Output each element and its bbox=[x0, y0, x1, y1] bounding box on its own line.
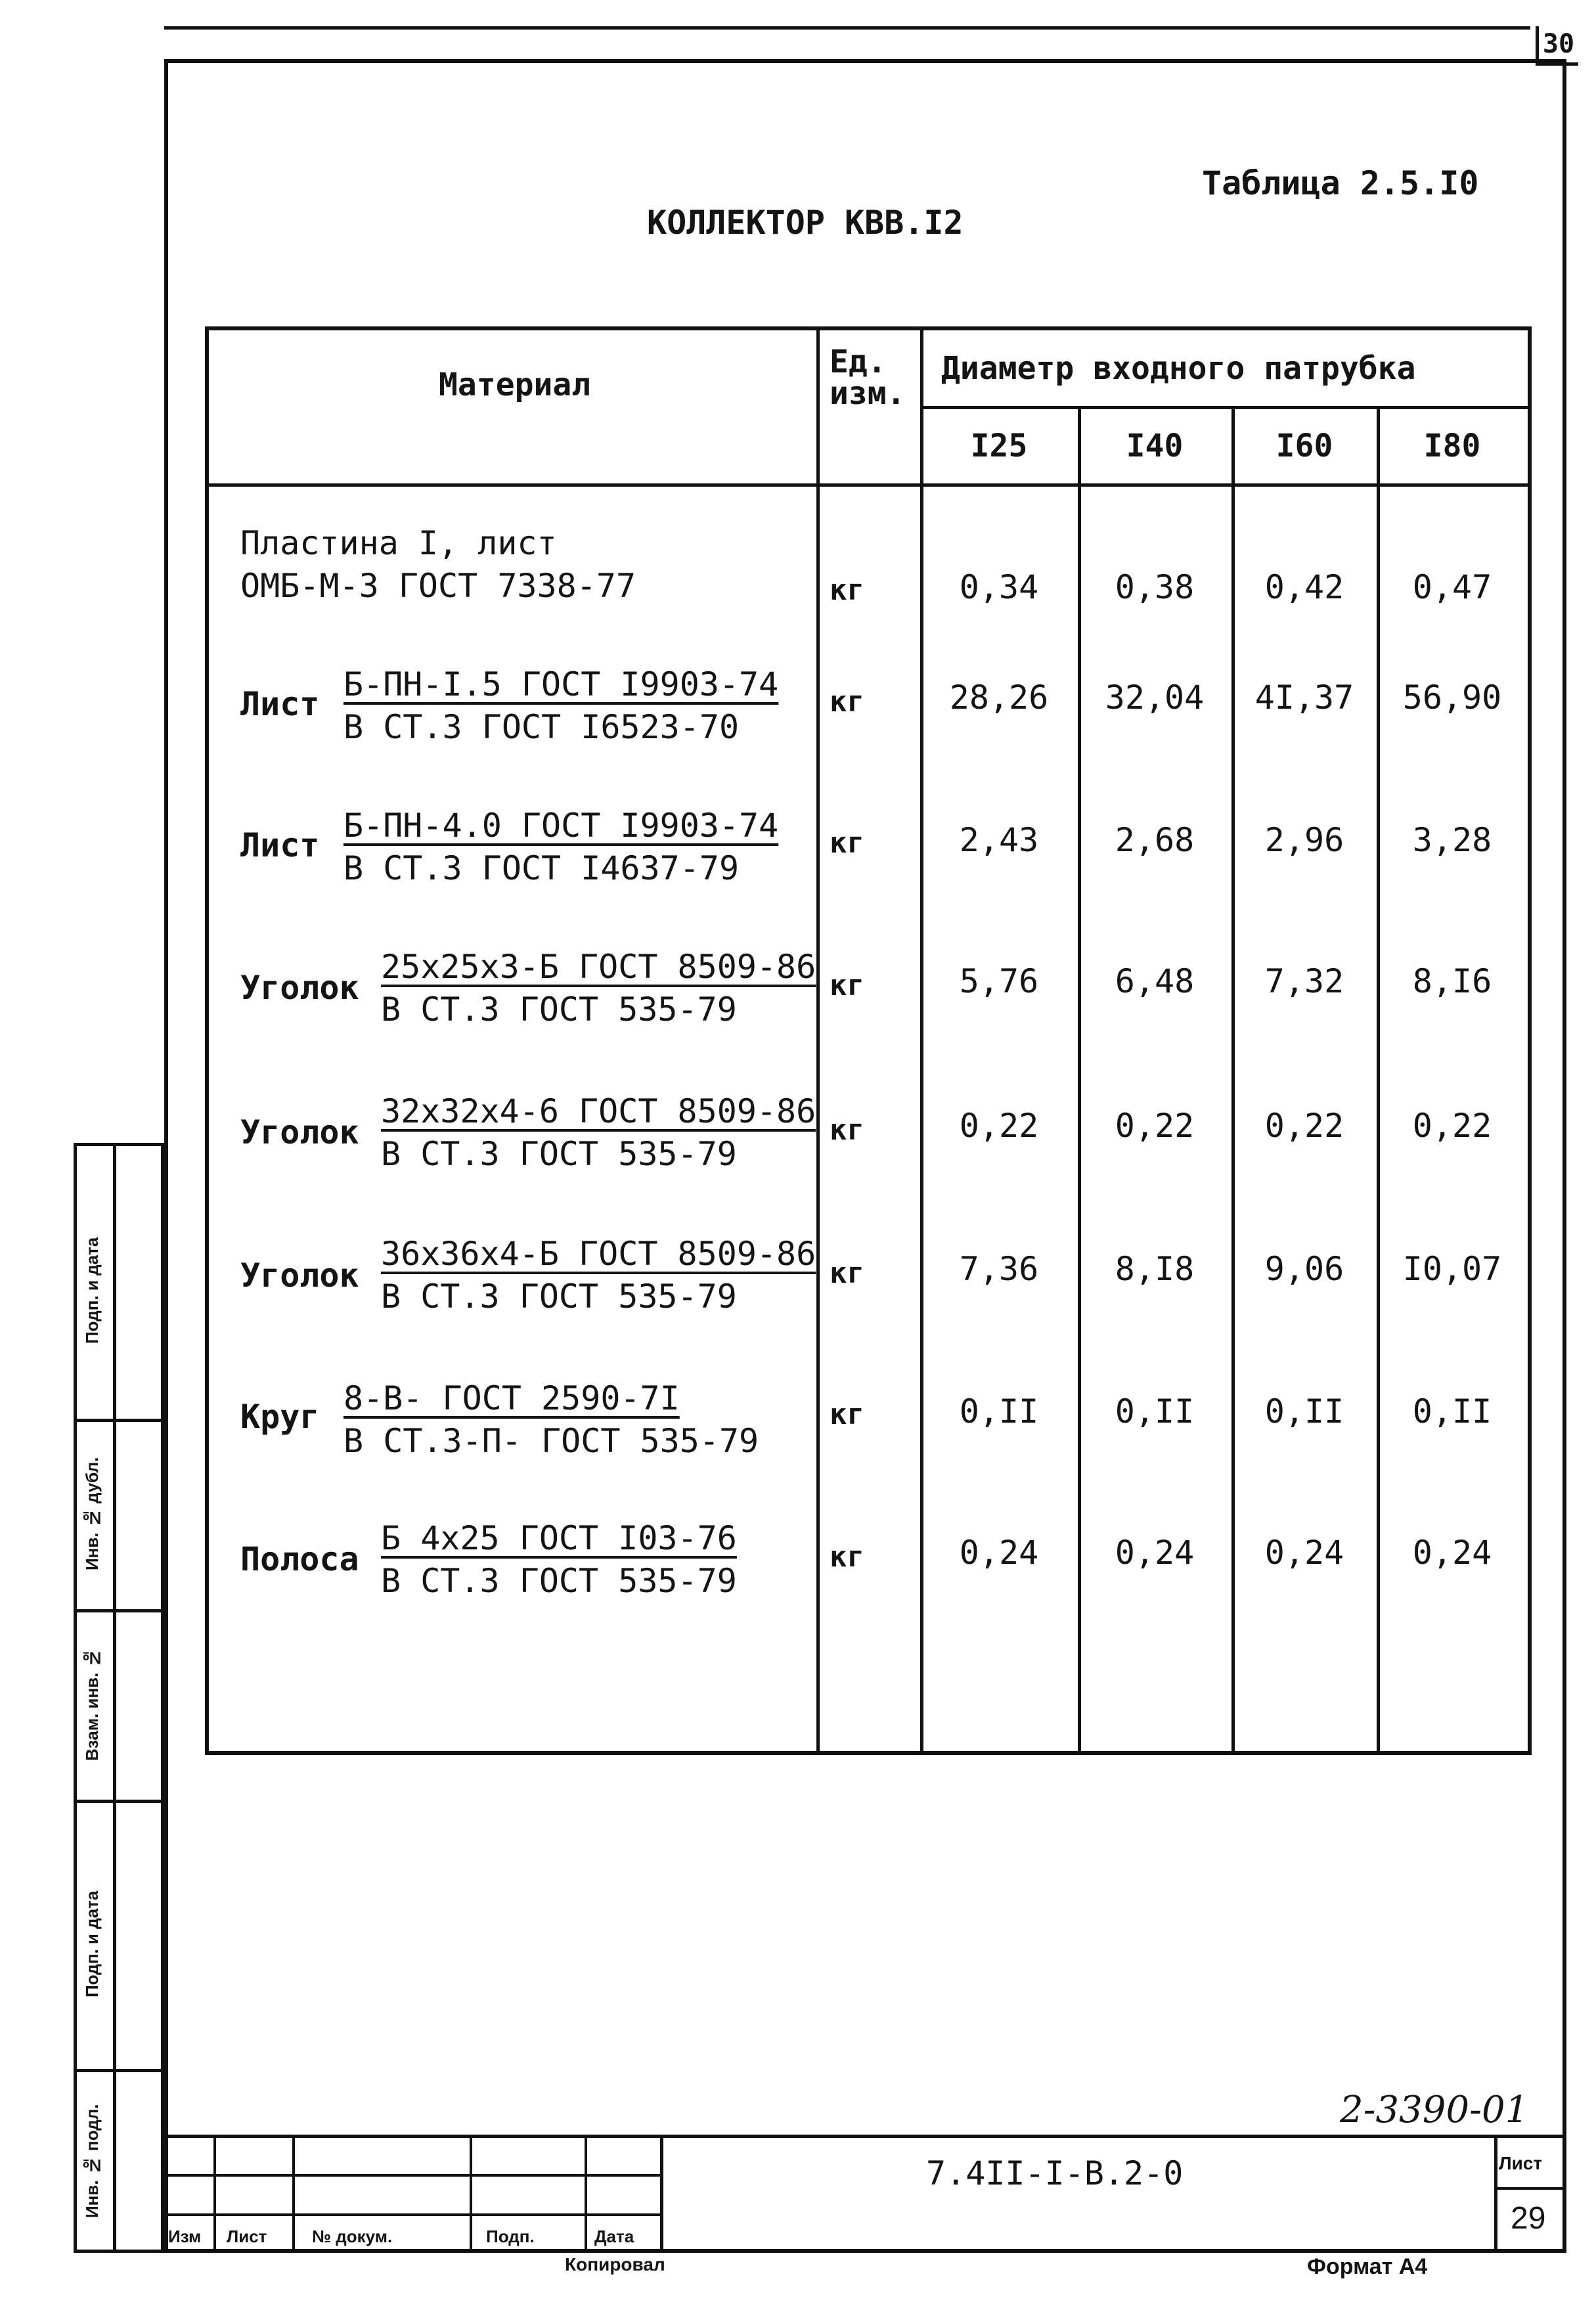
stamp-top-line bbox=[164, 2135, 1566, 2138]
format-label: Формат А4 bbox=[1307, 2254, 1428, 2279]
row-material-line1: 8-В- ГОСТ 2590-7I bbox=[344, 1379, 680, 1417]
header-unit-line1: Ед. bbox=[830, 344, 887, 380]
row-value: 7,36 bbox=[959, 1250, 1039, 1288]
col-divider bbox=[1078, 406, 1081, 1751]
row-value: 5,76 bbox=[959, 962, 1039, 1000]
side-stamp-divider bbox=[77, 1609, 167, 1612]
row-material-line2: В СТ.3 ГОСТ 535-79 bbox=[381, 1135, 737, 1173]
row-value: 6,48 bbox=[1115, 962, 1195, 1000]
corner-page-number: 30 bbox=[1536, 26, 1578, 66]
row-material-line2: В СТ.3-П- ГОСТ 535-79 bbox=[344, 1422, 759, 1460]
side-stamp-divider bbox=[77, 2069, 167, 2072]
handwritten-number: 2-3390-01 bbox=[1340, 2089, 1529, 2131]
row-prefix: Уголок bbox=[240, 1256, 359, 1295]
row-value: 56,90 bbox=[1402, 678, 1502, 717]
row-value: 4I,37 bbox=[1254, 678, 1354, 717]
row-value: 0,47 bbox=[1412, 568, 1492, 606]
row-value: 9,06 bbox=[1264, 1250, 1344, 1288]
row-unit: кг bbox=[830, 573, 864, 607]
row-material-line2: В СТ.3 ГОСТ 535-79 bbox=[381, 1277, 737, 1316]
row-material-line1: Б-ПН-I.5 ГОСТ I9903-74 bbox=[344, 665, 779, 703]
row-prefix: Полоса bbox=[240, 1540, 359, 1578]
side-stamp-divider bbox=[77, 1800, 167, 1803]
stamp-col-line bbox=[660, 2135, 663, 2253]
row-value: 2,96 bbox=[1264, 821, 1344, 859]
title-block bbox=[164, 2135, 1566, 2253]
stamp-col-line bbox=[470, 2135, 472, 2253]
row-material-line1: Б 4х25 ГОСТ I03-76 bbox=[381, 1519, 737, 1557]
row-prefix: Круг bbox=[240, 1398, 320, 1436]
row-material-line1: 36х36х4-Б ГОСТ 8509-86 bbox=[381, 1235, 816, 1273]
document-code: 7.4II-I-В.2-0 bbox=[926, 2154, 1184, 2192]
materials-table bbox=[205, 326, 1532, 1755]
row-value: 0,II bbox=[959, 1392, 1039, 1431]
document-title: КОЛЛЕКТОР КВВ.I2 bbox=[647, 204, 964, 242]
col-divider bbox=[816, 330, 820, 1751]
header-d160: I60 bbox=[1275, 428, 1333, 464]
row-value: 3,28 bbox=[1412, 821, 1492, 859]
row-value: 0,24 bbox=[1412, 1534, 1492, 1572]
row-material-line1: Б-ПН-4.0 ГОСТ I9903-74 bbox=[344, 807, 779, 845]
row-material-line1: 25х25х3-Б ГОСТ 8509-86 bbox=[381, 948, 816, 986]
row-prefix: Лист bbox=[240, 826, 320, 864]
stamp-col-line bbox=[213, 2135, 216, 2253]
row-value: 28,26 bbox=[949, 678, 1049, 717]
stamp-sheet-divider bbox=[1494, 2187, 1566, 2190]
header-diameter: Диаметр входного патрубка bbox=[941, 350, 1416, 387]
row-value: 0,22 bbox=[959, 1107, 1039, 1145]
row-unit: кг bbox=[830, 1256, 864, 1290]
row-value: 7,32 bbox=[1264, 962, 1344, 1000]
side-label-sign-date: Подп. и дата bbox=[82, 1237, 102, 1344]
row-prefix: Уголок bbox=[240, 969, 359, 1007]
row-value: 0,II bbox=[1115, 1392, 1195, 1431]
stamp-col-izm: Изм bbox=[168, 2227, 202, 2246]
stamp-col-doc: № докум. bbox=[312, 2227, 393, 2246]
table-number: Таблица 2.5.I0 bbox=[1202, 164, 1479, 202]
stamp-col-list: Лист bbox=[227, 2227, 267, 2246]
side-label-orig-inv: Инв. № подл. bbox=[82, 2104, 102, 2218]
sheet-number: 29 bbox=[1511, 2201, 1546, 2236]
header-d125: I25 bbox=[970, 428, 1028, 464]
row-material-line1: 32х32х4-6 ГОСТ 8509-86 bbox=[381, 1092, 816, 1130]
stamp-col-date: Дата bbox=[594, 2227, 634, 2246]
copied-by-label: Копировал bbox=[565, 2254, 665, 2275]
header-d140: I40 bbox=[1126, 428, 1184, 464]
row-value: 0,22 bbox=[1412, 1107, 1492, 1145]
row-unit: кг bbox=[830, 1398, 864, 1431]
row-value: I0,07 bbox=[1402, 1250, 1502, 1288]
row-unit: кг bbox=[830, 969, 864, 1002]
side-label-dup-inv: Инв. № дубл. bbox=[82, 1457, 102, 1571]
col-divider bbox=[920, 330, 923, 1751]
row-value: 0,24 bbox=[959, 1534, 1039, 1572]
stamp-col-line bbox=[585, 2135, 587, 2253]
row-value: 8,I6 bbox=[1412, 962, 1492, 1000]
row-value: 0,II bbox=[1412, 1392, 1492, 1431]
row-value: 0,38 bbox=[1115, 568, 1195, 606]
row-value: 0,24 bbox=[1115, 1534, 1195, 1572]
row-material-line2: В СТ.3 ГОСТ 535-79 bbox=[381, 1562, 737, 1600]
row-value: 0,42 bbox=[1264, 568, 1344, 606]
row-material-line2: ОМБ-М-3 ГОСТ 7338-77 bbox=[240, 567, 636, 605]
row-value: 32,04 bbox=[1105, 678, 1205, 717]
header-divider bbox=[209, 483, 1528, 487]
row-material-line2: В СТ.3 ГОСТ I4637-79 bbox=[344, 849, 740, 887]
row-prefix: Уголок bbox=[240, 1113, 359, 1151]
stamp-col-line bbox=[1494, 2135, 1497, 2253]
frame-top-line bbox=[164, 26, 1530, 30]
row-material-line2: В СТ.3 ГОСТ I6523-70 bbox=[344, 708, 740, 746]
stamp-col-line bbox=[292, 2135, 295, 2253]
header-material: Материал bbox=[439, 366, 591, 403]
row-divider bbox=[920, 406, 1528, 409]
row-value: 2,43 bbox=[959, 821, 1039, 859]
row-value: 0,34 bbox=[959, 568, 1039, 606]
sheet-label: Лист bbox=[1499, 2153, 1543, 2173]
row-prefix: Лист bbox=[240, 685, 320, 723]
row-unit: кг bbox=[830, 826, 864, 860]
side-stamp-divider bbox=[77, 1419, 167, 1422]
row-unit: кг bbox=[830, 685, 864, 719]
row-unit: кг bbox=[830, 1540, 864, 1574]
row-value: 0,22 bbox=[1115, 1107, 1195, 1145]
row-material-line2: В СТ.3 ГОСТ 535-79 bbox=[381, 990, 737, 1029]
row-unit: кг bbox=[830, 1113, 864, 1147]
stamp-col-sign: Подп. bbox=[486, 2227, 535, 2246]
row-value: 2,68 bbox=[1115, 821, 1195, 859]
header-unit-line2: изм. bbox=[830, 375, 906, 412]
side-label-replace-inv: Взам. инв. № bbox=[82, 1648, 102, 1761]
row-value: 8,I8 bbox=[1115, 1250, 1195, 1288]
side-label-sign-date-2: Подп. и дата bbox=[82, 1890, 102, 1998]
row-material-line1: Пластина I, лист bbox=[240, 524, 557, 562]
header-d180: I80 bbox=[1423, 428, 1481, 464]
row-value: 0,II bbox=[1264, 1392, 1344, 1431]
side-stamp bbox=[74, 1143, 164, 2253]
row-value: 0,22 bbox=[1264, 1107, 1344, 1145]
row-value: 0,24 bbox=[1264, 1534, 1344, 1572]
